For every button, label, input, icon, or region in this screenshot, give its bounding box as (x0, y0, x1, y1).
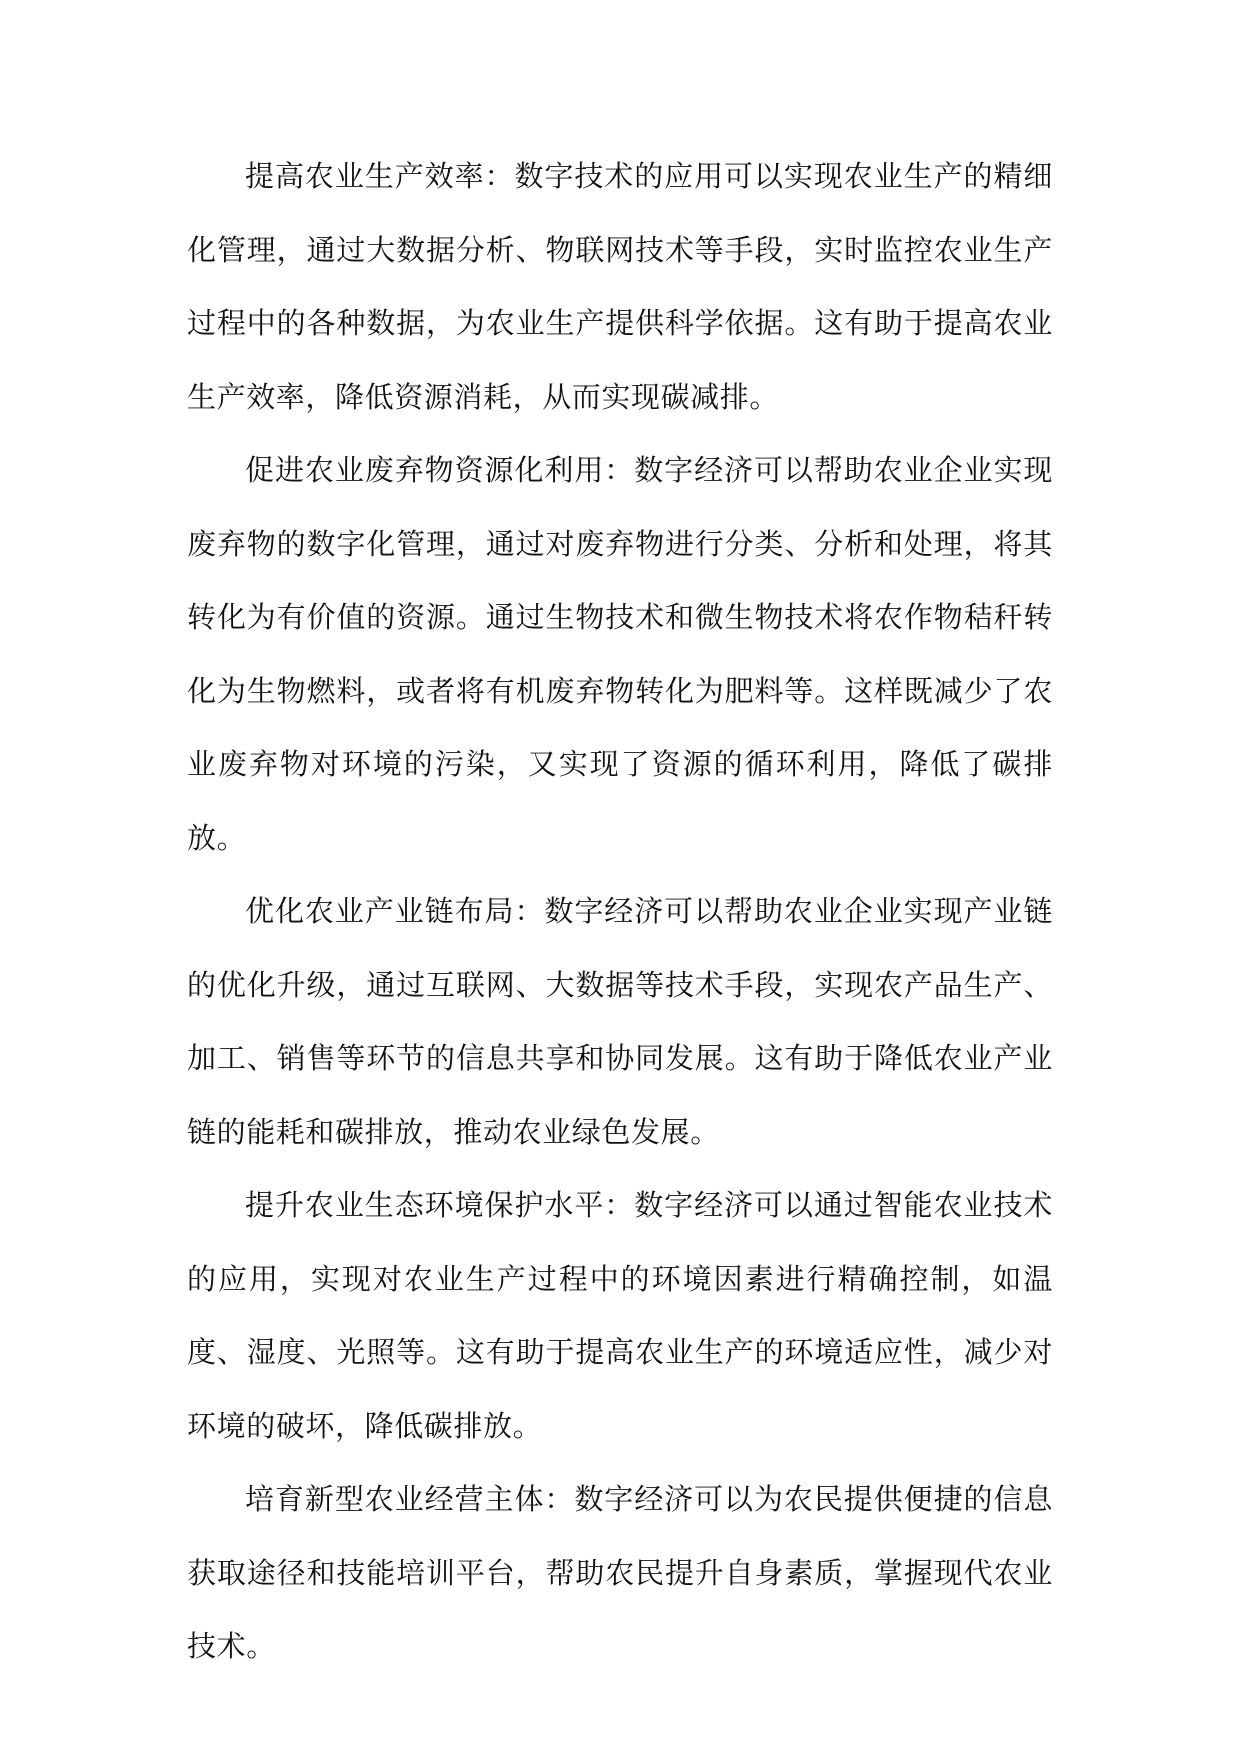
paragraph-eco-protection: 提升农业生态环境保护水平：数字经济可以通过智能农业技术的应用，实现对农业生产过程中的环境因素进行精确控制，如温度、湿度、光照等。这有助于提高农业生产的环境适应性，减少对环境的破坏，降低碳排放。 (187, 1188, 1053, 1443)
document-body (187, 140, 1053, 1684)
paragraph-waste-utilization: 促进农业废弃物资源化利用：数字经济可以帮助农业企业实现废弃物的数字化管理，通过对废弃物进行分类、分析和处理，将其转化为有价值的资源。通过生物技术和微生物技术将农作物秸秆转化为生物燃料，或者将有机废弃物转化为肥料等。这样既减少了农业废弃物对环境的污染，又实现了资源的循环利用，降低了碳排放。 (187, 453, 1053, 855)
paragraph-efficiency: 提高农业生产效率：数字技术的应用可以实现农业生产的精细化管理，通过大数据分析、物联网技术等手段，实时监控农业生产过程中的各种数据，为农业生产提供科学依据。这有助于提高农业生产效率，降低资源消耗，从而实现碳减排。 (187, 159, 1053, 414)
paragraph-industry-chain: 优化农业产业链布局：数字经济可以帮助农业企业实现产业链的优化升级，通过互联网、大数据等技术手段，实现农产品生产、加工、销售等环节的信息共享和协同发展。这有助于降低农业产业链的能耗和碳排放，推动农业绿色发展。 (187, 894, 1053, 1149)
paragraph-new-entities: 培育新型农业经营主体：数字经济可以为农民提供便捷的信息获取途径和技能培训平台，帮助农民提升自身素质，掌握现代农业技术。 (187, 1482, 1053, 1663)
